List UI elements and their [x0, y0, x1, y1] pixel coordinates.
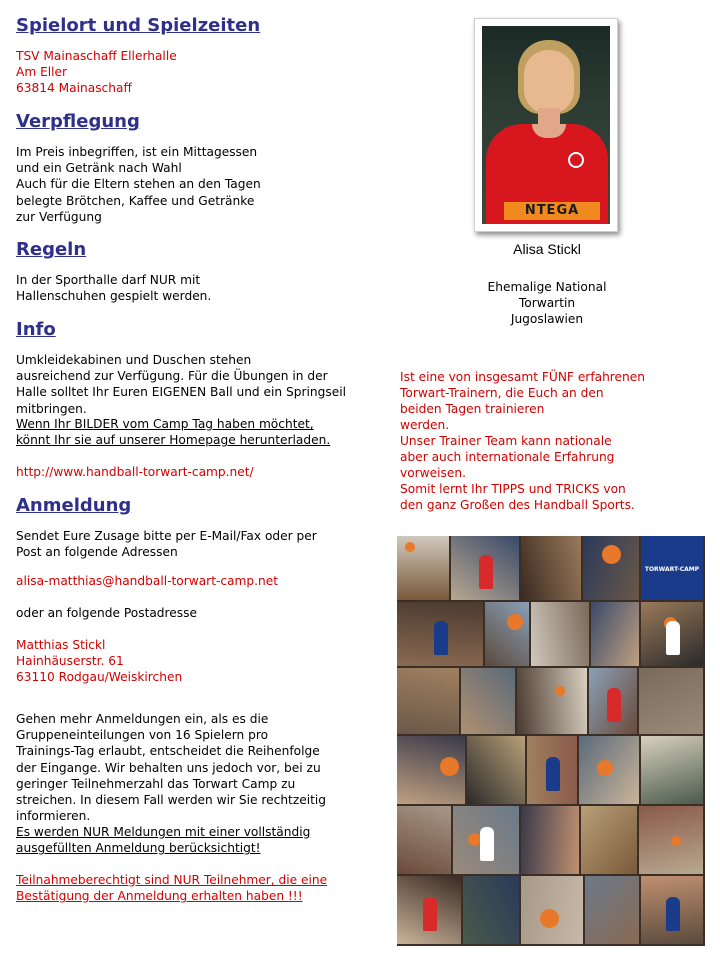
venue-address: TSV Mainaschaff Ellerhalle Am Eller 63814 Mainaschaff [16, 49, 177, 96]
photo-collage [397, 536, 705, 946]
collage-photo [641, 876, 703, 944]
collage-photo [397, 668, 459, 734]
collage-photo [527, 736, 577, 804]
anmeldung-intro: Sendet Eure Zusage bitte per E-Mail/Fax oder per Post an folgende Adressen [16, 529, 317, 560]
collage-photo [531, 602, 589, 666]
trainer-photo-frame [474, 18, 618, 232]
collage-photo [639, 806, 703, 874]
heading-regeln: Regeln [16, 239, 87, 260]
collage-photo [397, 602, 483, 666]
collage-player [434, 621, 448, 655]
collage-photo [451, 536, 519, 600]
collage-photo [397, 876, 461, 944]
collage-ball [405, 542, 415, 552]
collage-player [666, 621, 680, 655]
regeln-text: In der Sporthalle darf NUR mit Hallenschuhen gespielt werden. [16, 273, 212, 304]
info-text: Umkleidekabinen und Duschen stehen ausreichend zur Verfügung. Für die Übungen in der Halle solltet Ihr Euren EIGENEN Ball und ein Springseil mitbringen. [16, 353, 346, 416]
collage-photo [517, 668, 587, 734]
collage-ball [597, 760, 613, 776]
collage-photo [641, 736, 703, 804]
collage-player [479, 555, 493, 589]
collage-ball [602, 545, 621, 564]
camp-poster: TORWART-CAMP [641, 536, 703, 600]
collage-photo [397, 736, 465, 804]
collage-photo [521, 806, 579, 874]
collage-photo [579, 736, 639, 804]
email-link[interactable]: alisa-matthias@handball-torwart-camp.net [16, 574, 279, 588]
heading-verpflegung: Verpflegung [16, 111, 140, 132]
collage-photo [591, 602, 639, 666]
collage-ball [671, 836, 681, 846]
anmeldung-rules-note: Es werden NUR Meldungen mit einer vollständig ausgefüllten Anmeldung berücksichtigt! [16, 825, 311, 856]
homepage-link[interactable]: http://www.handball-torwart-camp.net/ [16, 465, 254, 479]
trainer-description: Ehemalige National Torwartin Jugoslawien [487, 280, 607, 326]
trainer-team-text: Ist eine von insgesamt FÜNF erfahrenen Torwart-Trainern, die Euch an den beiden Tagen trainieren werden. Unser Trainer Team kann nationale aber auch internationale Erfahrung vorweisen. Somit lernt Ihr TIPPS und TRICKS von den ganz Großen des Handball Sports. [400, 370, 645, 512]
heading-anmeldung: Anmeldung [16, 495, 132, 516]
collage-photo [463, 876, 519, 944]
anmeldung-rules: Gehen mehr Anmeldungen ein, als es die Gruppeneinteilungen von 16 Spielern pro Trainings-Tag erlaubt, entscheidet die Reihenfolge der Eingange. Wir behalten uns jedoch vor, bei zu geringer Teilnehmerzahl das Torwart Camp zu streichen. In diesem Fall werden wir Sie rechtzeitig informieren. [16, 712, 327, 824]
collage-photo [453, 806, 519, 874]
collage-player [666, 897, 680, 931]
collage-photo [585, 876, 639, 944]
trainer-photo [482, 26, 610, 224]
postal-address: Matthias Stickl Hainhäuserstr. 61 63110 Rodgau/Weiskirchen [16, 638, 183, 685]
collage-photo [521, 536, 581, 600]
collage-ball [555, 686, 565, 696]
postal-intro: oder an folgende Postadresse [16, 606, 197, 620]
info-photos-note: Wenn Ihr BILDER vom Camp Tag haben möchtet, könnt Ihr sie auf unserer Homepage herunterladen. [16, 417, 331, 448]
collage-ball [440, 757, 459, 776]
collage-photo [521, 876, 583, 944]
eligibility-note: Teilnahmeberechtigt sind NUR Teilnehmer, die eine Bestätigung der Anmeldung erhalten haben !!! [16, 873, 328, 904]
trainer-name: Alisa Stickl [513, 241, 581, 257]
collage-photo [581, 806, 637, 874]
collage-player [607, 688, 621, 722]
collage-ball [540, 909, 559, 928]
collage-player [423, 897, 437, 931]
collage-photo [485, 602, 529, 666]
jersey-sponsor-text: NTEGA [504, 202, 600, 220]
collage-photo [397, 806, 451, 874]
collage-photo [461, 668, 515, 734]
heading-info: Info [16, 319, 56, 340]
collage-photo [639, 668, 703, 734]
heading-spielort: Spielort und Spielzeiten [16, 15, 261, 36]
collage-photo [467, 736, 525, 804]
collage-photo [641, 602, 703, 666]
collage-player [546, 757, 560, 791]
collage-ball [507, 614, 523, 630]
collage-photo [589, 668, 637, 734]
collage-player [480, 827, 494, 861]
collage-photo [397, 536, 449, 600]
collage-photo [583, 536, 639, 600]
verpflegung-text: Im Preis inbegriffen, ist ein Mittagessen und ein Getränk nach Wahl Auch für die Eltern stehen an den Tagen belegte Brötchen, Kaffee und Getränke zur Verfügung [16, 145, 261, 224]
